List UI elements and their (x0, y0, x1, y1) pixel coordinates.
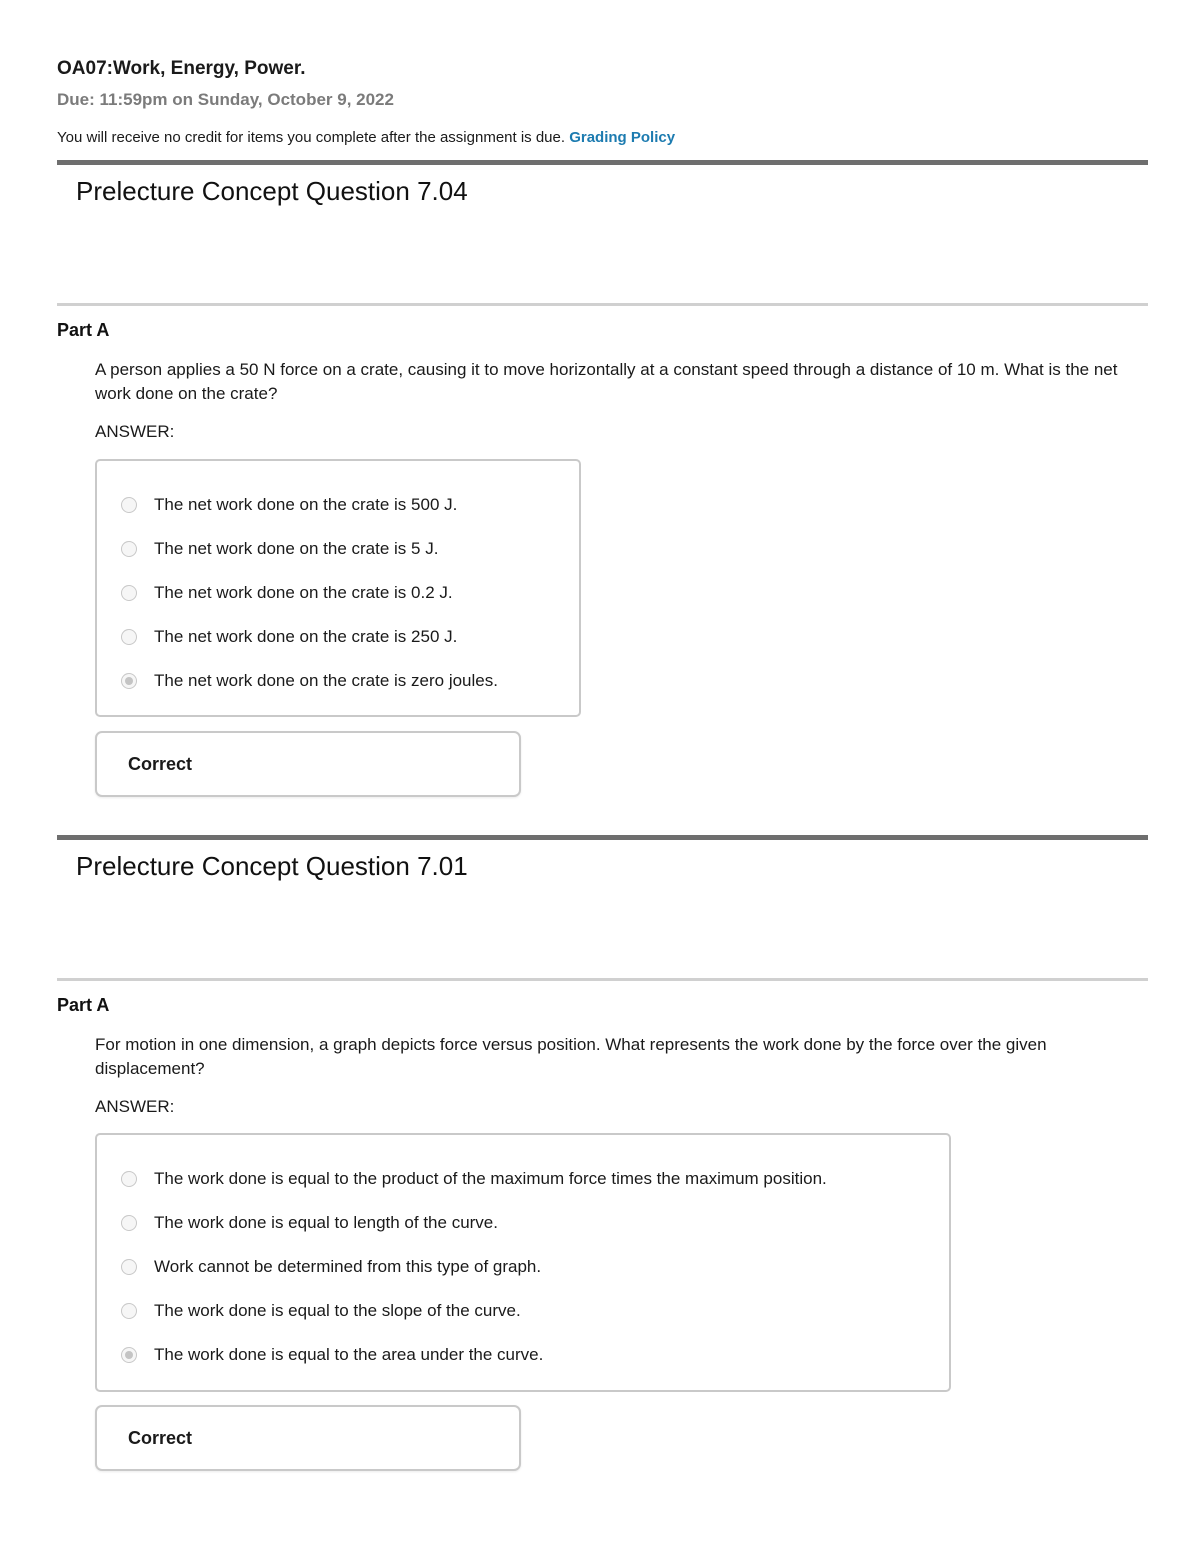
part-label: Part A (57, 995, 110, 1015)
option-label: The net work done on the crate is zero joules. (154, 671, 498, 690)
part-divider (57, 303, 1148, 306)
answer-option[interactable] (121, 571, 579, 615)
feedback-box (95, 731, 521, 797)
late-notice (57, 129, 675, 146)
option-label: The net work done on the crate is 0.2 J. (154, 583, 453, 602)
answer-option[interactable] (121, 659, 579, 703)
section-divider (57, 160, 1148, 165)
radio-button-selected[interactable] (121, 1347, 137, 1363)
feedback-text: Correct (128, 1427, 193, 1448)
option-label: The net work done on the crate is 5 J. (154, 539, 439, 558)
section-divider (57, 835, 1148, 840)
radio-button[interactable] (121, 585, 137, 601)
question-title: Prelecture Concept Question 7.04 (76, 176, 468, 206)
option-label: Work cannot be determined from this type of graph. (154, 1257, 542, 1276)
due-date: Due: 11:59pm on Sunday, October 9, 2022 (57, 90, 394, 109)
answer-option[interactable] (121, 1201, 949, 1245)
feedback-text: Correct (128, 753, 193, 774)
radio-button[interactable] (121, 1303, 137, 1319)
radio-button[interactable] (121, 629, 137, 645)
answer-option[interactable] (121, 527, 579, 571)
option-label: The work done is equal to length of the curve. (154, 1213, 498, 1232)
option-label: The work done is equal to the slope of the curve. (154, 1301, 521, 1320)
part-label: Part A (57, 320, 110, 340)
radio-button-selected[interactable] (121, 673, 137, 689)
question-text: For motion in one dimension, a graph depicts force versus position. What represents the work done by the force over the given displacement? (95, 1035, 1047, 1078)
radio-button[interactable] (121, 1215, 137, 1231)
answer-option[interactable] (121, 1245, 949, 1289)
question-title: Prelecture Concept Question 7.01 (76, 851, 468, 881)
answer-options (95, 1133, 951, 1392)
answer-options (95, 459, 581, 717)
grading-policy-link[interactable]: Grading Policy (569, 129, 676, 146)
option-label: The work done is equal to the area under the curve. (154, 1345, 544, 1364)
radio-button[interactable] (121, 1259, 137, 1275)
question-text: A person applies a 50 N force on a crate, causing it to move horizontally at a constant speed through a distance of 10 m. What is the net work done on the crate? (95, 360, 1118, 403)
assignment-title: OA07:Work, Energy, Power. (57, 58, 306, 79)
option-label: The net work done on the crate is 500 J. (154, 495, 458, 514)
option-label: The work done is equal to the product of the maximum force times the maximum position. (154, 1169, 827, 1188)
answer-option[interactable] (121, 483, 579, 527)
answer-option[interactable] (121, 1157, 949, 1201)
feedback-box (95, 1405, 521, 1471)
answer-label: ANSWER: (95, 1097, 175, 1116)
answer-option[interactable] (121, 615, 579, 659)
part-divider (57, 978, 1148, 981)
answer-option[interactable] (121, 1289, 949, 1333)
late-notice-text: You will receive no credit for items you complete after the assignment is due. (57, 129, 566, 146)
option-label: The net work done on the crate is 250 J. (154, 627, 458, 646)
answer-label: ANSWER: (95, 422, 175, 441)
radio-button[interactable] (121, 497, 137, 513)
radio-button[interactable] (121, 541, 137, 557)
answer-option[interactable] (121, 1333, 949, 1377)
radio-button[interactable] (121, 1171, 137, 1187)
